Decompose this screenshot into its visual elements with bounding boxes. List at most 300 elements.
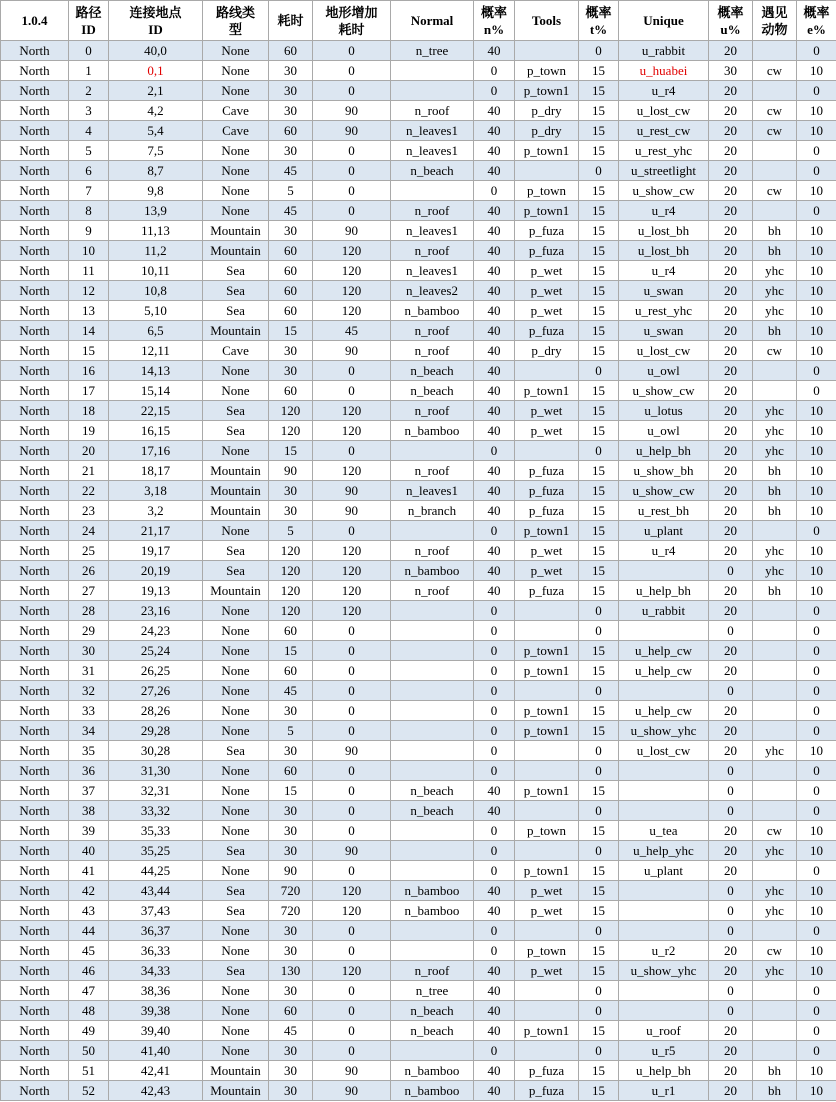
table-row bbox=[1, 381, 836, 401]
cell-extra-time: 0 bbox=[313, 941, 391, 961]
cell-unique: u_show_bh bbox=[619, 461, 709, 481]
cell-prob-t: 15 bbox=[579, 501, 619, 521]
cell-animal bbox=[753, 701, 797, 721]
cell-unique: u_lost_cw bbox=[619, 341, 709, 361]
table-row bbox=[1, 521, 836, 541]
table-row bbox=[1, 101, 836, 121]
cell-normal bbox=[391, 661, 474, 681]
cell-region: North bbox=[1, 441, 69, 461]
cell-prob-e: 0 bbox=[797, 981, 836, 1001]
cell-animal: cw bbox=[753, 101, 797, 121]
cell-animal bbox=[753, 201, 797, 221]
cell-normal bbox=[391, 641, 474, 661]
cell-prob-n: 40 bbox=[474, 1021, 515, 1041]
cell-time: 5 bbox=[269, 721, 313, 741]
cell-prob-n: 40 bbox=[474, 981, 515, 1001]
header-prob-e: 概率 e% bbox=[797, 1, 836, 41]
cell-time: 30 bbox=[269, 741, 313, 761]
cell-prob-u: 0 bbox=[709, 561, 753, 581]
cell-region: North bbox=[1, 361, 69, 381]
table-row bbox=[1, 801, 836, 821]
cell-prob-n: 40 bbox=[474, 1081, 515, 1101]
cell-normal: n_roof bbox=[391, 201, 474, 221]
cell-route-id: 47 bbox=[69, 981, 109, 1001]
cell-prob-n: 0 bbox=[474, 841, 515, 861]
cell-extra-time: 120 bbox=[313, 541, 391, 561]
cell-tools: p_wet bbox=[515, 541, 579, 561]
cell-link-id: 3,18 bbox=[109, 481, 203, 501]
cell-tools: p_dry bbox=[515, 341, 579, 361]
cell-prob-n: 0 bbox=[474, 941, 515, 961]
cell-prob-e: 10 bbox=[797, 321, 836, 341]
cell-prob-e: 0 bbox=[797, 1021, 836, 1041]
header-prob-u: 概率 u% bbox=[709, 1, 753, 41]
cell-route-type: Mountain bbox=[203, 581, 269, 601]
cell-animal: yhc bbox=[753, 741, 797, 761]
cell-animal bbox=[753, 1001, 797, 1021]
cell-animal bbox=[753, 361, 797, 381]
cell-unique: u_show_cw bbox=[619, 381, 709, 401]
cell-prob-t: 15 bbox=[579, 421, 619, 441]
cell-unique: u_help_bh bbox=[619, 581, 709, 601]
cell-route-id: 20 bbox=[69, 441, 109, 461]
cell-time: 60 bbox=[269, 1001, 313, 1021]
cell-animal bbox=[753, 641, 797, 661]
cell-route-type: Mountain bbox=[203, 241, 269, 261]
cell-prob-n: 0 bbox=[474, 861, 515, 881]
cell-extra-time: 0 bbox=[313, 521, 391, 541]
table-row bbox=[1, 41, 836, 61]
cell-prob-u: 20 bbox=[709, 501, 753, 521]
header-link-id: 连接地点 ID bbox=[109, 1, 203, 41]
cell-prob-e: 10 bbox=[797, 841, 836, 861]
cell-tools bbox=[515, 161, 579, 181]
cell-prob-e: 10 bbox=[797, 581, 836, 601]
cell-region: North bbox=[1, 1061, 69, 1081]
cell-extra-time: 0 bbox=[313, 1041, 391, 1061]
cell-prob-n: 0 bbox=[474, 741, 515, 761]
cell-region: North bbox=[1, 241, 69, 261]
cell-normal: n_bamboo bbox=[391, 561, 474, 581]
cell-normal: n_beach bbox=[391, 381, 474, 401]
cell-tools bbox=[515, 601, 579, 621]
cell-route-type: Cave bbox=[203, 101, 269, 121]
cell-route-id: 10 bbox=[69, 241, 109, 261]
cell-normal: n_roof bbox=[391, 461, 474, 481]
cell-prob-n: 0 bbox=[474, 681, 515, 701]
cell-extra-time: 0 bbox=[313, 821, 391, 841]
cell-prob-e: 0 bbox=[797, 681, 836, 701]
cell-prob-u: 20 bbox=[709, 1041, 753, 1061]
cell-time: 30 bbox=[269, 141, 313, 161]
cell-route-type: Mountain bbox=[203, 481, 269, 501]
cell-route-id: 6 bbox=[69, 161, 109, 181]
cell-time: 60 bbox=[269, 621, 313, 641]
cell-prob-n: 40 bbox=[474, 281, 515, 301]
cell-route-type: None bbox=[203, 201, 269, 221]
cell-route-type: Mountain bbox=[203, 1081, 269, 1101]
cell-tools: p_town bbox=[515, 941, 579, 961]
cell-route-id: 45 bbox=[69, 941, 109, 961]
cell-link-id: 13,9 bbox=[109, 201, 203, 221]
cell-animal: bh bbox=[753, 481, 797, 501]
cell-prob-n: 0 bbox=[474, 601, 515, 621]
cell-route-type: None bbox=[203, 761, 269, 781]
cell-time: 15 bbox=[269, 441, 313, 461]
cell-prob-t: 0 bbox=[579, 841, 619, 861]
cell-region: North bbox=[1, 881, 69, 901]
cell-time: 30 bbox=[269, 361, 313, 381]
cell-prob-u: 0 bbox=[709, 621, 753, 641]
cell-prob-e: 0 bbox=[797, 41, 836, 61]
cell-animal: cw bbox=[753, 61, 797, 81]
cell-region: North bbox=[1, 801, 69, 821]
cell-tools bbox=[515, 981, 579, 1001]
cell-animal bbox=[753, 981, 797, 1001]
cell-prob-n: 40 bbox=[474, 561, 515, 581]
cell-prob-e: 10 bbox=[797, 561, 836, 581]
cell-route-type: Sea bbox=[203, 281, 269, 301]
cell-tools bbox=[515, 761, 579, 781]
cell-time: 30 bbox=[269, 481, 313, 501]
cell-prob-t: 0 bbox=[579, 361, 619, 381]
cell-tools: p_town1 bbox=[515, 861, 579, 881]
cell-prob-e: 10 bbox=[797, 101, 836, 121]
cell-region: North bbox=[1, 541, 69, 561]
cell-link-id: 14,13 bbox=[109, 361, 203, 381]
table-row bbox=[1, 961, 836, 981]
cell-route-type: Mountain bbox=[203, 461, 269, 481]
cell-normal: n_bamboo bbox=[391, 881, 474, 901]
cell-region: North bbox=[1, 961, 69, 981]
cell-time: 45 bbox=[269, 1021, 313, 1041]
cell-extra-time: 0 bbox=[313, 201, 391, 221]
cell-prob-e: 0 bbox=[797, 1001, 836, 1021]
cell-prob-n: 40 bbox=[474, 261, 515, 281]
cell-extra-time: 120 bbox=[313, 901, 391, 921]
cell-prob-e: 10 bbox=[797, 1061, 836, 1081]
cell-region: North bbox=[1, 581, 69, 601]
cell-route-type: None bbox=[203, 681, 269, 701]
cell-unique bbox=[619, 921, 709, 941]
cell-tools: p_town1 bbox=[515, 701, 579, 721]
cell-prob-n: 40 bbox=[474, 141, 515, 161]
cell-route-id: 52 bbox=[69, 1081, 109, 1101]
cell-link-id: 35,33 bbox=[109, 821, 203, 841]
cell-prob-n: 40 bbox=[474, 201, 515, 221]
cell-prob-n: 40 bbox=[474, 41, 515, 61]
cell-link-id: 0,1 bbox=[109, 61, 203, 81]
cell-route-id: 35 bbox=[69, 741, 109, 761]
cell-route-type: None bbox=[203, 821, 269, 841]
cell-animal: yhc bbox=[753, 541, 797, 561]
cell-extra-time: 120 bbox=[313, 401, 391, 421]
cell-prob-t: 0 bbox=[579, 681, 619, 701]
cell-route-type: None bbox=[203, 181, 269, 201]
cell-prob-e: 0 bbox=[797, 661, 836, 681]
cell-normal: n_bamboo bbox=[391, 421, 474, 441]
cell-prob-t: 15 bbox=[579, 121, 619, 141]
cell-region: North bbox=[1, 1081, 69, 1101]
cell-route-id: 48 bbox=[69, 1001, 109, 1021]
cell-extra-time: 0 bbox=[313, 381, 391, 401]
cell-unique: u_lost_cw bbox=[619, 101, 709, 121]
table-row bbox=[1, 861, 836, 881]
cell-prob-t: 15 bbox=[579, 661, 619, 681]
cell-route-type: Cave bbox=[203, 341, 269, 361]
cell-route-id: 12 bbox=[69, 281, 109, 301]
cell-unique: u_r2 bbox=[619, 941, 709, 961]
cell-route-type: None bbox=[203, 1021, 269, 1041]
cell-time: 90 bbox=[269, 861, 313, 881]
cell-prob-e: 0 bbox=[797, 641, 836, 661]
cell-tools: p_fuza bbox=[515, 581, 579, 601]
cell-prob-e: 10 bbox=[797, 421, 836, 441]
cell-animal: bh bbox=[753, 241, 797, 261]
cell-link-id: 15,14 bbox=[109, 381, 203, 401]
cell-prob-e: 0 bbox=[797, 621, 836, 641]
table-row bbox=[1, 341, 836, 361]
cell-tools: p_fuza bbox=[515, 1061, 579, 1081]
cell-extra-time: 0 bbox=[313, 641, 391, 661]
cell-route-type: None bbox=[203, 941, 269, 961]
cell-time: 30 bbox=[269, 801, 313, 821]
cell-region: North bbox=[1, 301, 69, 321]
cell-route-type: None bbox=[203, 81, 269, 101]
cell-region: North bbox=[1, 461, 69, 481]
cell-tools bbox=[515, 741, 579, 761]
cell-link-id: 17,16 bbox=[109, 441, 203, 461]
table-row bbox=[1, 241, 836, 261]
cell-tools bbox=[515, 801, 579, 821]
header-route-type: 路线类 型 bbox=[203, 1, 269, 41]
cell-prob-t: 15 bbox=[579, 521, 619, 541]
cell-route-id: 28 bbox=[69, 601, 109, 621]
cell-time: 60 bbox=[269, 761, 313, 781]
cell-prob-n: 40 bbox=[474, 421, 515, 441]
cell-link-id: 39,40 bbox=[109, 1021, 203, 1041]
cell-prob-e: 10 bbox=[797, 481, 836, 501]
cell-prob-t: 0 bbox=[579, 921, 619, 941]
cell-time: 60 bbox=[269, 381, 313, 401]
cell-prob-u: 0 bbox=[709, 981, 753, 1001]
cell-prob-n: 40 bbox=[474, 221, 515, 241]
cell-animal: bh bbox=[753, 1081, 797, 1101]
cell-link-id: 16,15 bbox=[109, 421, 203, 441]
cell-normal: n_roof bbox=[391, 961, 474, 981]
cell-link-id: 2,1 bbox=[109, 81, 203, 101]
cell-time: 5 bbox=[269, 181, 313, 201]
cell-route-type: None bbox=[203, 981, 269, 1001]
cell-route-id: 51 bbox=[69, 1061, 109, 1081]
cell-region: North bbox=[1, 481, 69, 501]
cell-prob-e: 0 bbox=[797, 521, 836, 541]
header-terrain-extra-time: 地形增加 耗时 bbox=[313, 1, 391, 41]
cell-time: 720 bbox=[269, 881, 313, 901]
cell-prob-t: 15 bbox=[579, 781, 619, 801]
cell-time: 30 bbox=[269, 1041, 313, 1061]
cell-time: 60 bbox=[269, 261, 313, 281]
cell-tools: p_town1 bbox=[515, 721, 579, 741]
cell-unique: u_rabbit bbox=[619, 601, 709, 621]
cell-prob-t: 0 bbox=[579, 601, 619, 621]
cell-unique bbox=[619, 901, 709, 921]
cell-prob-t: 15 bbox=[579, 1061, 619, 1081]
cell-unique: u_owl bbox=[619, 361, 709, 381]
cell-normal: n_bamboo bbox=[391, 1061, 474, 1081]
cell-prob-e: 10 bbox=[797, 61, 836, 81]
cell-region: North bbox=[1, 901, 69, 921]
cell-route-id: 14 bbox=[69, 321, 109, 341]
cell-route-id: 13 bbox=[69, 301, 109, 321]
cell-prob-n: 0 bbox=[474, 1041, 515, 1061]
cell-link-id: 41,40 bbox=[109, 1041, 203, 1061]
cell-prob-t: 15 bbox=[579, 701, 619, 721]
cell-route-id: 11 bbox=[69, 261, 109, 281]
table-row bbox=[1, 61, 836, 81]
cell-region: North bbox=[1, 681, 69, 701]
cell-prob-u: 20 bbox=[709, 201, 753, 221]
cell-time: 30 bbox=[269, 101, 313, 121]
cell-tools: p_fuza bbox=[515, 481, 579, 501]
cell-prob-e: 10 bbox=[797, 821, 836, 841]
cell-prob-t: 15 bbox=[579, 721, 619, 741]
cell-link-id: 29,28 bbox=[109, 721, 203, 741]
cell-normal bbox=[391, 941, 474, 961]
table-row bbox=[1, 461, 836, 481]
cell-prob-u: 20 bbox=[709, 441, 753, 461]
cell-route-id: 19 bbox=[69, 421, 109, 441]
cell-extra-time: 120 bbox=[313, 601, 391, 621]
cell-normal bbox=[391, 521, 474, 541]
cell-extra-time: 0 bbox=[313, 181, 391, 201]
cell-prob-u: 20 bbox=[709, 221, 753, 241]
cell-prob-t: 0 bbox=[579, 441, 619, 461]
cell-animal bbox=[753, 1021, 797, 1041]
cell-prob-u: 20 bbox=[709, 541, 753, 561]
cell-prob-t: 15 bbox=[579, 901, 619, 921]
table-row bbox=[1, 661, 836, 681]
cell-normal: n_roof bbox=[391, 581, 474, 601]
cell-animal: bh bbox=[753, 1061, 797, 1081]
cell-normal: n_leaves1 bbox=[391, 481, 474, 501]
cell-animal: cw bbox=[753, 941, 797, 961]
cell-link-id: 21,17 bbox=[109, 521, 203, 541]
cell-extra-time: 120 bbox=[313, 561, 391, 581]
cell-animal: bh bbox=[753, 461, 797, 481]
cell-route-id: 36 bbox=[69, 761, 109, 781]
cell-animal: bh bbox=[753, 321, 797, 341]
cell-prob-n: 0 bbox=[474, 61, 515, 81]
cell-prob-t: 0 bbox=[579, 41, 619, 61]
table-row bbox=[1, 81, 836, 101]
cell-route-id: 0 bbox=[69, 41, 109, 61]
cell-prob-n: 0 bbox=[474, 721, 515, 741]
cell-normal: n_bamboo bbox=[391, 1081, 474, 1101]
cell-extra-time: 90 bbox=[313, 101, 391, 121]
cell-normal bbox=[391, 601, 474, 621]
table-row bbox=[1, 741, 836, 761]
cell-link-id: 12,11 bbox=[109, 341, 203, 361]
cell-normal: n_leaves1 bbox=[391, 141, 474, 161]
cell-prob-t: 15 bbox=[579, 821, 619, 841]
cell-route-type: None bbox=[203, 1001, 269, 1021]
cell-region: North bbox=[1, 401, 69, 421]
cell-route-id: 32 bbox=[69, 681, 109, 701]
cell-prob-n: 0 bbox=[474, 441, 515, 461]
cell-animal: bh bbox=[753, 581, 797, 601]
cell-route-id: 16 bbox=[69, 361, 109, 381]
cell-prob-t: 15 bbox=[579, 941, 619, 961]
cell-extra-time: 120 bbox=[313, 961, 391, 981]
cell-extra-time: 0 bbox=[313, 41, 391, 61]
cell-prob-t: 0 bbox=[579, 161, 619, 181]
table-row bbox=[1, 421, 836, 441]
cell-tools: p_dry bbox=[515, 121, 579, 141]
cell-extra-time: 90 bbox=[313, 121, 391, 141]
cell-prob-t: 0 bbox=[579, 801, 619, 821]
cell-extra-time: 120 bbox=[313, 421, 391, 441]
cell-prob-u: 20 bbox=[709, 361, 753, 381]
cell-route-id: 40 bbox=[69, 841, 109, 861]
cell-tools: p_wet bbox=[515, 561, 579, 581]
cell-prob-t: 0 bbox=[579, 981, 619, 1001]
cell-unique bbox=[619, 981, 709, 1001]
cell-extra-time: 0 bbox=[313, 161, 391, 181]
cell-unique: u_r5 bbox=[619, 1041, 709, 1061]
cell-animal bbox=[753, 1041, 797, 1061]
cell-normal bbox=[391, 61, 474, 81]
cell-route-id: 50 bbox=[69, 1041, 109, 1061]
cell-animal: cw bbox=[753, 121, 797, 141]
cell-route-id: 1 bbox=[69, 61, 109, 81]
cell-prob-u: 0 bbox=[709, 921, 753, 941]
cell-prob-e: 10 bbox=[797, 461, 836, 481]
cell-animal bbox=[753, 621, 797, 641]
cell-unique: u_show_yhc bbox=[619, 721, 709, 741]
cell-extra-time: 0 bbox=[313, 1021, 391, 1041]
cell-prob-u: 20 bbox=[709, 461, 753, 481]
cell-extra-time: 0 bbox=[313, 981, 391, 1001]
cell-prob-e: 10 bbox=[797, 1081, 836, 1101]
cell-prob-n: 0 bbox=[474, 661, 515, 681]
table-row bbox=[1, 821, 836, 841]
cell-animal: cw bbox=[753, 341, 797, 361]
cell-animal bbox=[753, 861, 797, 881]
cell-unique bbox=[619, 881, 709, 901]
cell-prob-t: 15 bbox=[579, 481, 619, 501]
cell-time: 120 bbox=[269, 421, 313, 441]
cell-prob-n: 0 bbox=[474, 921, 515, 941]
cell-link-id: 35,25 bbox=[109, 841, 203, 861]
table-row bbox=[1, 901, 836, 921]
header-normal: Normal bbox=[391, 1, 474, 41]
cell-prob-u: 20 bbox=[709, 941, 753, 961]
cell-region: North bbox=[1, 161, 69, 181]
cell-normal: n_beach bbox=[391, 1021, 474, 1041]
cell-prob-e: 10 bbox=[797, 881, 836, 901]
cell-unique: u_plant bbox=[619, 861, 709, 881]
cell-route-id: 41 bbox=[69, 861, 109, 881]
cell-time: 30 bbox=[269, 1081, 313, 1101]
cell-route-id: 37 bbox=[69, 781, 109, 801]
table-row bbox=[1, 541, 836, 561]
cell-tools bbox=[515, 621, 579, 641]
cell-link-id: 28,26 bbox=[109, 701, 203, 721]
cell-route-type: Sea bbox=[203, 961, 269, 981]
cell-prob-n: 40 bbox=[474, 501, 515, 521]
cell-unique: u_help_cw bbox=[619, 661, 709, 681]
